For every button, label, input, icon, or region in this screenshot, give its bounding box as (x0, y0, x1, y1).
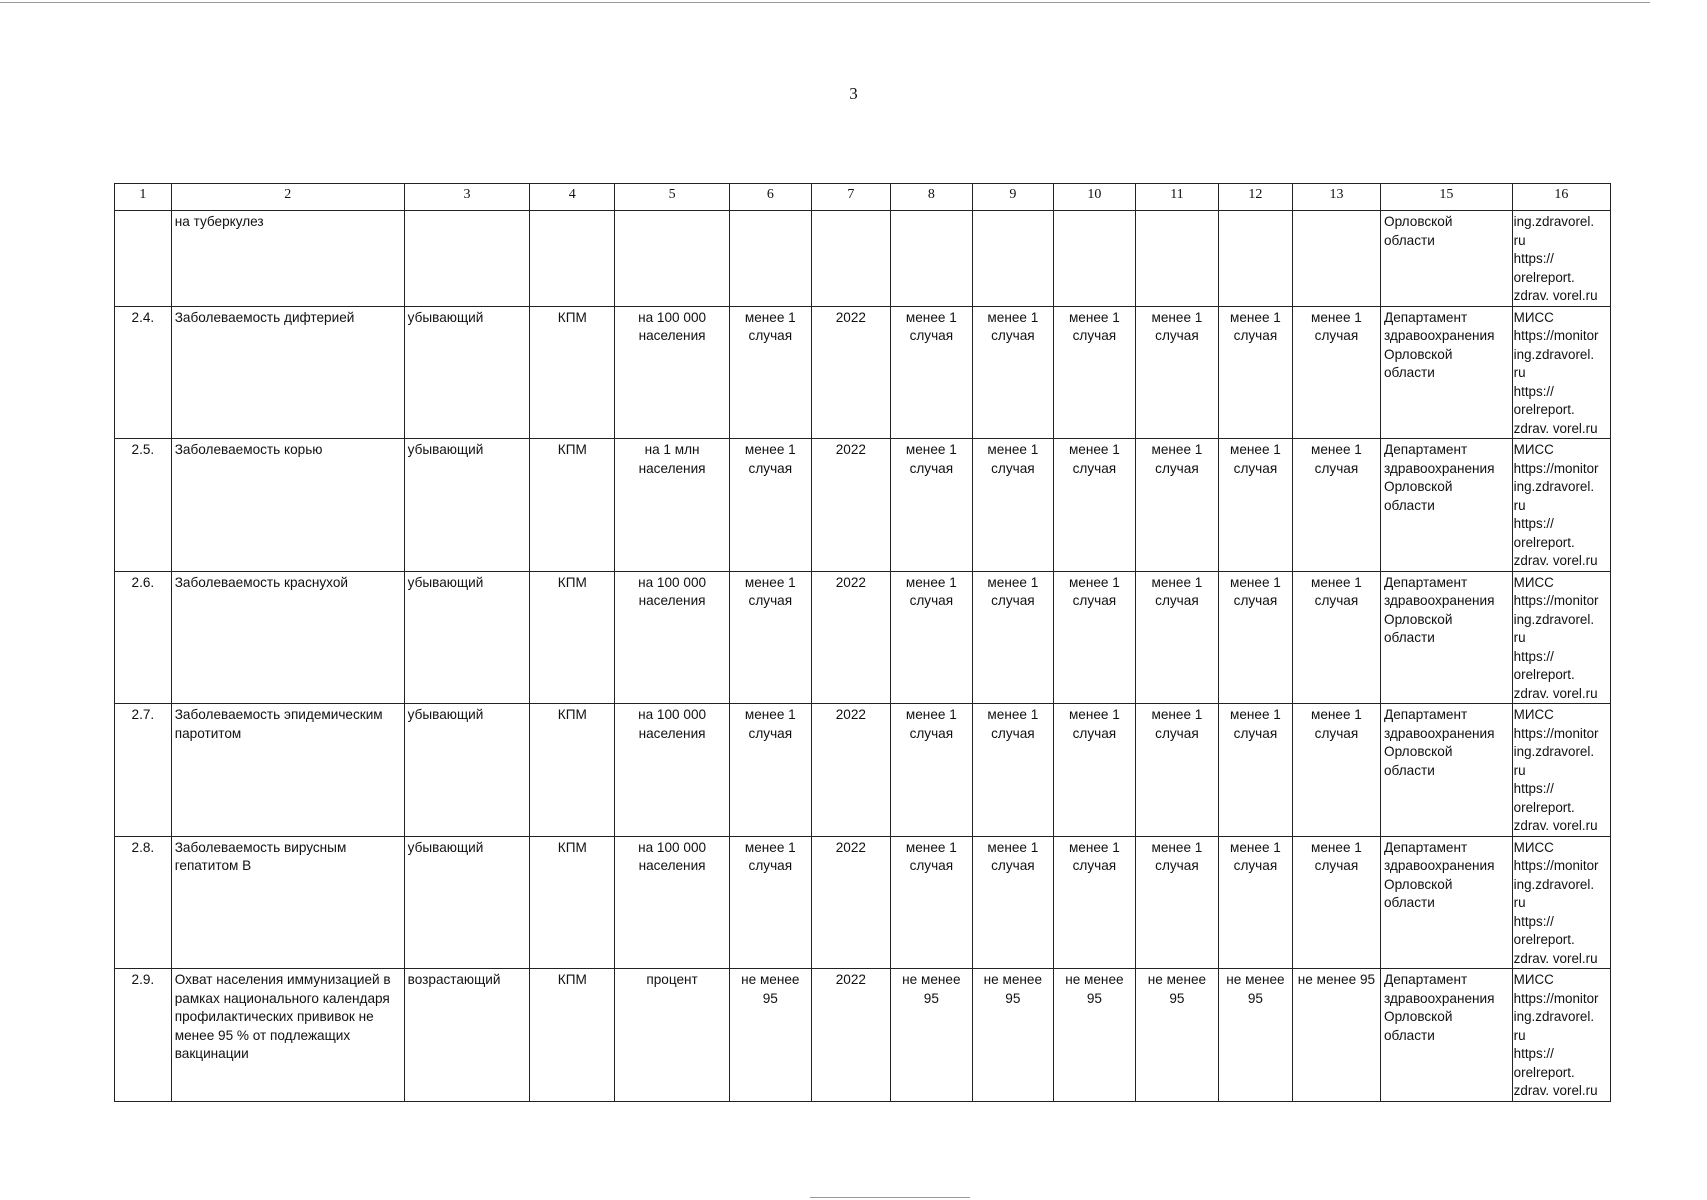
target-value (890, 211, 972, 307)
target-value (1218, 211, 1292, 307)
indicator-trend: убывающий (404, 836, 530, 969)
info-system-line: https:// (1513, 648, 1554, 664)
info-system-line: МИСС (1513, 972, 1554, 987)
indicator-level: КПМ (530, 439, 615, 572)
row-number (115, 211, 172, 307)
indicator-name: Заболеваемость эпидемическим паротитом (171, 704, 404, 837)
target-value: менее 1 случая (1135, 571, 1218, 704)
target-value: менее 1 случая (1292, 439, 1380, 572)
info-system-line: ing.zdravorel. (1513, 346, 1595, 362)
indicator-name: Заболеваемость дифтерией (171, 306, 404, 439)
responsible-body (1381, 211, 1513, 307)
responsible-body-line: области (1384, 365, 1435, 380)
column-header: 15 (1381, 184, 1513, 211)
table-row (115, 571, 1611, 704)
responsible-body-line: здравоохранения (1384, 460, 1495, 476)
target-value: менее 1 случая (1053, 571, 1135, 704)
indicator-level (530, 211, 615, 307)
info-system-line: ru (1513, 365, 1526, 380)
indicator-trend: убывающий (404, 306, 530, 439)
responsible-body-line: здравоохранения (1384, 328, 1495, 343)
column-header: 4 (530, 184, 615, 211)
target-value: менее 1 случая (1292, 704, 1380, 837)
indicator-trend: убывающий (404, 571, 530, 704)
table-row (115, 704, 1611, 837)
indicator-level: КПМ (530, 571, 615, 704)
info-system-line: orelreport. (1513, 932, 1575, 947)
info-system-line: https:// (1513, 781, 1554, 796)
base-value: менее 1 случая (729, 836, 811, 969)
row-number: 2.7. (115, 704, 172, 837)
info-system (1512, 439, 1610, 572)
base-year: 2022 (811, 306, 890, 439)
responsible-body-line: области (1384, 895, 1435, 910)
info-system-line: МИСС (1513, 309, 1554, 325)
target-value: менее 1 случая (1292, 306, 1380, 439)
table-row (115, 306, 1611, 439)
target-value: менее 1 случая (1292, 836, 1380, 969)
target-value: менее 1 случая (890, 306, 972, 439)
base-value: менее 1 случая (729, 306, 811, 439)
indicator-name: Заболеваемость вирусным гепатитом В (171, 836, 404, 969)
target-value: менее 1 случая (1135, 836, 1218, 969)
info-system-line: https://monitor (1513, 725, 1599, 741)
measure-unit: на 100 000 населения (615, 704, 729, 837)
scan-edge-line (0, 2, 1650, 3)
indicator-level: КПМ (530, 306, 615, 439)
responsible-body (1381, 836, 1513, 969)
base-year (811, 211, 890, 307)
responsible-body (1381, 439, 1513, 572)
responsible-body-line: области (1384, 630, 1435, 645)
measure-unit: на 100 000 населения (615, 306, 729, 439)
info-system-line: https://monitor (1513, 593, 1599, 608)
indicator-name: Охват населения иммунизацией в рамках национального календаря профилактических прививок не менее 95 % от подлежащих вакцинации (171, 969, 404, 1102)
info-system-line: https:// (1513, 913, 1554, 929)
target-value: менее 1 случая (1135, 439, 1218, 572)
base-year: 2022 (811, 439, 890, 572)
target-value: менее 1 случая (972, 439, 1053, 572)
info-system-line: ru (1513, 630, 1526, 645)
responsible-body-line: области (1384, 762, 1435, 778)
row-number: 2.8. (115, 836, 172, 969)
target-value: менее 1 случая (1053, 704, 1135, 837)
info-system-line: orelreport. (1513, 534, 1575, 550)
indicator-level: КПМ (530, 969, 615, 1102)
info-system-line: https:// (1513, 1046, 1554, 1061)
responsible-body-line: Орловской (1384, 876, 1453, 892)
base-year: 2022 (811, 836, 890, 969)
info-system-line: orelreport. (1513, 402, 1575, 417)
info-system-line: zdrav. vorel.ru (1513, 685, 1598, 701)
info-system-line: https://monitor (1513, 328, 1599, 343)
column-header: 1 (115, 184, 172, 211)
responsible-body-line: области (1384, 497, 1435, 513)
info-system-line: ing.zdravorel. (1513, 1009, 1595, 1024)
page-number: 3 (849, 84, 858, 103)
target-value: менее 1 случая (1292, 571, 1380, 704)
target-value: менее 1 случая (890, 704, 972, 837)
indicator-trend (404, 211, 530, 307)
info-system-line: zdrav. vorel.ru (1513, 420, 1598, 436)
info-system-line: МИСС (1513, 442, 1554, 457)
table-row (115, 969, 1611, 1102)
indicator-trend: убывающий (404, 439, 530, 572)
info-system-line: orelreport. (1513, 799, 1575, 815)
table-row (115, 211, 1611, 307)
measure-unit (615, 211, 729, 307)
scan-edge-line (810, 1197, 970, 1198)
target-value: менее 1 случая (972, 704, 1053, 837)
target-value (1135, 211, 1218, 307)
info-system-line: ing.zdravorel. (1513, 876, 1595, 892)
responsible-body-line: здравоохранения (1384, 858, 1495, 873)
column-header: 6 (729, 184, 811, 211)
target-value: менее 1 случая (1053, 836, 1135, 969)
responsible-body (1381, 306, 1513, 439)
measure-unit: на 100 000 населения (615, 571, 729, 704)
info-system-line: https://monitor (1513, 858, 1599, 873)
info-system-line: https://monitor (1513, 460, 1599, 476)
target-value: менее 1 случая (1135, 704, 1218, 837)
responsible-body-line: Департамент (1384, 442, 1468, 457)
column-header: 10 (1053, 184, 1135, 211)
responsible-body-line: области (1384, 232, 1435, 248)
base-value: менее 1 случая (729, 439, 811, 572)
info-system-line: МИСС (1513, 839, 1554, 855)
responsible-body-line: здравоохранения (1384, 593, 1495, 608)
target-value: не менее 95 (1292, 969, 1380, 1102)
row-number: 2.6. (115, 571, 172, 704)
row-number: 2.5. (115, 439, 172, 572)
base-value: менее 1 случая (729, 704, 811, 837)
info-system-line: zdrav. vorel.ru (1513, 818, 1598, 833)
column-header: 12 (1218, 184, 1292, 211)
info-system-line: https:// (1513, 251, 1554, 266)
info-system-line: ru (1513, 497, 1526, 513)
responsible-body-line: Орловской (1384, 214, 1453, 229)
responsible-body-line: Департамент (1384, 707, 1468, 722)
indicator-level: КПМ (530, 836, 615, 969)
target-value: менее 1 случая (1218, 704, 1292, 837)
responsible-body-line: Орловской (1384, 611, 1453, 627)
target-value (1053, 211, 1135, 307)
target-value: менее 1 случая (972, 571, 1053, 704)
target-value: менее 1 случая (1053, 439, 1135, 572)
target-value: менее 1 случая (890, 571, 972, 704)
row-number: 2.9. (115, 969, 172, 1102)
info-system-line: ing.zdravorel. (1513, 611, 1595, 627)
target-value: не менее 95 (1053, 969, 1135, 1102)
target-value: менее 1 случая (972, 306, 1053, 439)
target-value: не менее 95 (972, 969, 1053, 1102)
responsible-body-line: области (1384, 1027, 1435, 1043)
target-value: менее 1 случая (1218, 439, 1292, 572)
column-header: 7 (811, 184, 890, 211)
column-header: 16 (1512, 184, 1610, 211)
column-header: 13 (1292, 184, 1380, 211)
indicators-table (114, 183, 1611, 1102)
responsible-body-line: Департамент (1384, 309, 1468, 325)
info-system-line: orelreport. (1513, 667, 1575, 682)
info-system-line: ing.zdravorel. (1513, 479, 1595, 494)
info-system-line: ru (1513, 1027, 1526, 1043)
info-system (1512, 704, 1610, 837)
info-system-line: https:// (1513, 516, 1554, 531)
base-value: не менее 95 (729, 969, 811, 1102)
indicator-name: Заболеваемость краснухой (171, 571, 404, 704)
info-system (1512, 306, 1610, 439)
info-system-line: ru (1513, 762, 1526, 778)
info-system (1512, 211, 1610, 307)
responsible-body-line: Орловской (1384, 1009, 1453, 1024)
responsible-body-line: Департамент (1384, 574, 1468, 590)
info-system-line: МИСС (1513, 707, 1554, 722)
measure-unit: на 100 000 населения (615, 836, 729, 969)
responsible-body-line: Орловской (1384, 479, 1453, 494)
info-system-line: https://monitor (1513, 990, 1599, 1006)
target-value (1292, 211, 1380, 307)
info-system-line: zdrav. vorel.ru (1513, 288, 1598, 303)
header-row (115, 184, 1611, 211)
target-value: менее 1 случая (1218, 836, 1292, 969)
info-system-line: zdrav. vorel.ru (1513, 950, 1598, 966)
column-header: 5 (615, 184, 729, 211)
info-system-line: ru (1513, 895, 1526, 910)
responsible-body-line: Орловской (1384, 744, 1453, 759)
base-year: 2022 (811, 571, 890, 704)
target-value: менее 1 случая (1135, 306, 1218, 439)
target-value: менее 1 случая (1218, 306, 1292, 439)
info-system-line: zdrav. vorel.ru (1513, 553, 1598, 568)
column-header: 11 (1135, 184, 1218, 211)
responsible-body (1381, 704, 1513, 837)
base-value (729, 211, 811, 307)
info-system-line: МИСС (1513, 574, 1554, 590)
responsible-body-line: Департамент (1384, 839, 1468, 855)
target-value: менее 1 случая (1218, 571, 1292, 704)
table-row (115, 836, 1611, 969)
measure-unit: процент (615, 969, 729, 1102)
column-header: 2 (171, 184, 404, 211)
indicator-level: КПМ (530, 704, 615, 837)
info-system-line: orelreport. (1513, 269, 1575, 285)
base-value: менее 1 случая (729, 571, 811, 704)
info-system-line: ing.zdravorel. (1513, 744, 1595, 759)
indicator-trend: возрастающий (404, 969, 530, 1102)
info-system-line: ru (1513, 232, 1526, 248)
indicator-name: Заболеваемость корью (171, 439, 404, 572)
base-year: 2022 (811, 704, 890, 837)
responsible-body-line: здравоохранения (1384, 725, 1495, 741)
column-header: 9 (972, 184, 1053, 211)
responsible-body-line: Департамент (1384, 972, 1468, 987)
target-value: менее 1 случая (972, 836, 1053, 969)
target-value (972, 211, 1053, 307)
target-value: не менее 95 (1218, 969, 1292, 1102)
indicator-trend: убывающий (404, 704, 530, 837)
info-system-line: ing.zdravorel. (1513, 214, 1595, 229)
indicator-name: на туберкулез (171, 211, 404, 307)
column-header: 8 (890, 184, 972, 211)
table-row (115, 439, 1611, 572)
info-system (1512, 969, 1610, 1102)
responsible-body (1381, 969, 1513, 1102)
responsible-body-line: Орловской (1384, 346, 1453, 362)
responsible-body (1381, 571, 1513, 704)
target-value: не менее 95 (890, 969, 972, 1102)
column-header: 3 (404, 184, 530, 211)
info-system (1512, 571, 1610, 704)
target-value: менее 1 случая (1053, 306, 1135, 439)
row-number: 2.4. (115, 306, 172, 439)
info-system-line: orelreport. (1513, 1064, 1575, 1080)
responsible-body-line: здравоохранения (1384, 990, 1495, 1006)
info-system-line: zdrav. vorel.ru (1513, 1083, 1598, 1098)
target-value: менее 1 случая (890, 836, 972, 969)
info-system-line: https:// (1513, 383, 1554, 399)
info-system (1512, 836, 1610, 969)
target-value: менее 1 случая (890, 439, 972, 572)
target-value: не менее 95 (1135, 969, 1218, 1102)
base-year: 2022 (811, 969, 890, 1102)
measure-unit: на 1 млн населения (615, 439, 729, 572)
